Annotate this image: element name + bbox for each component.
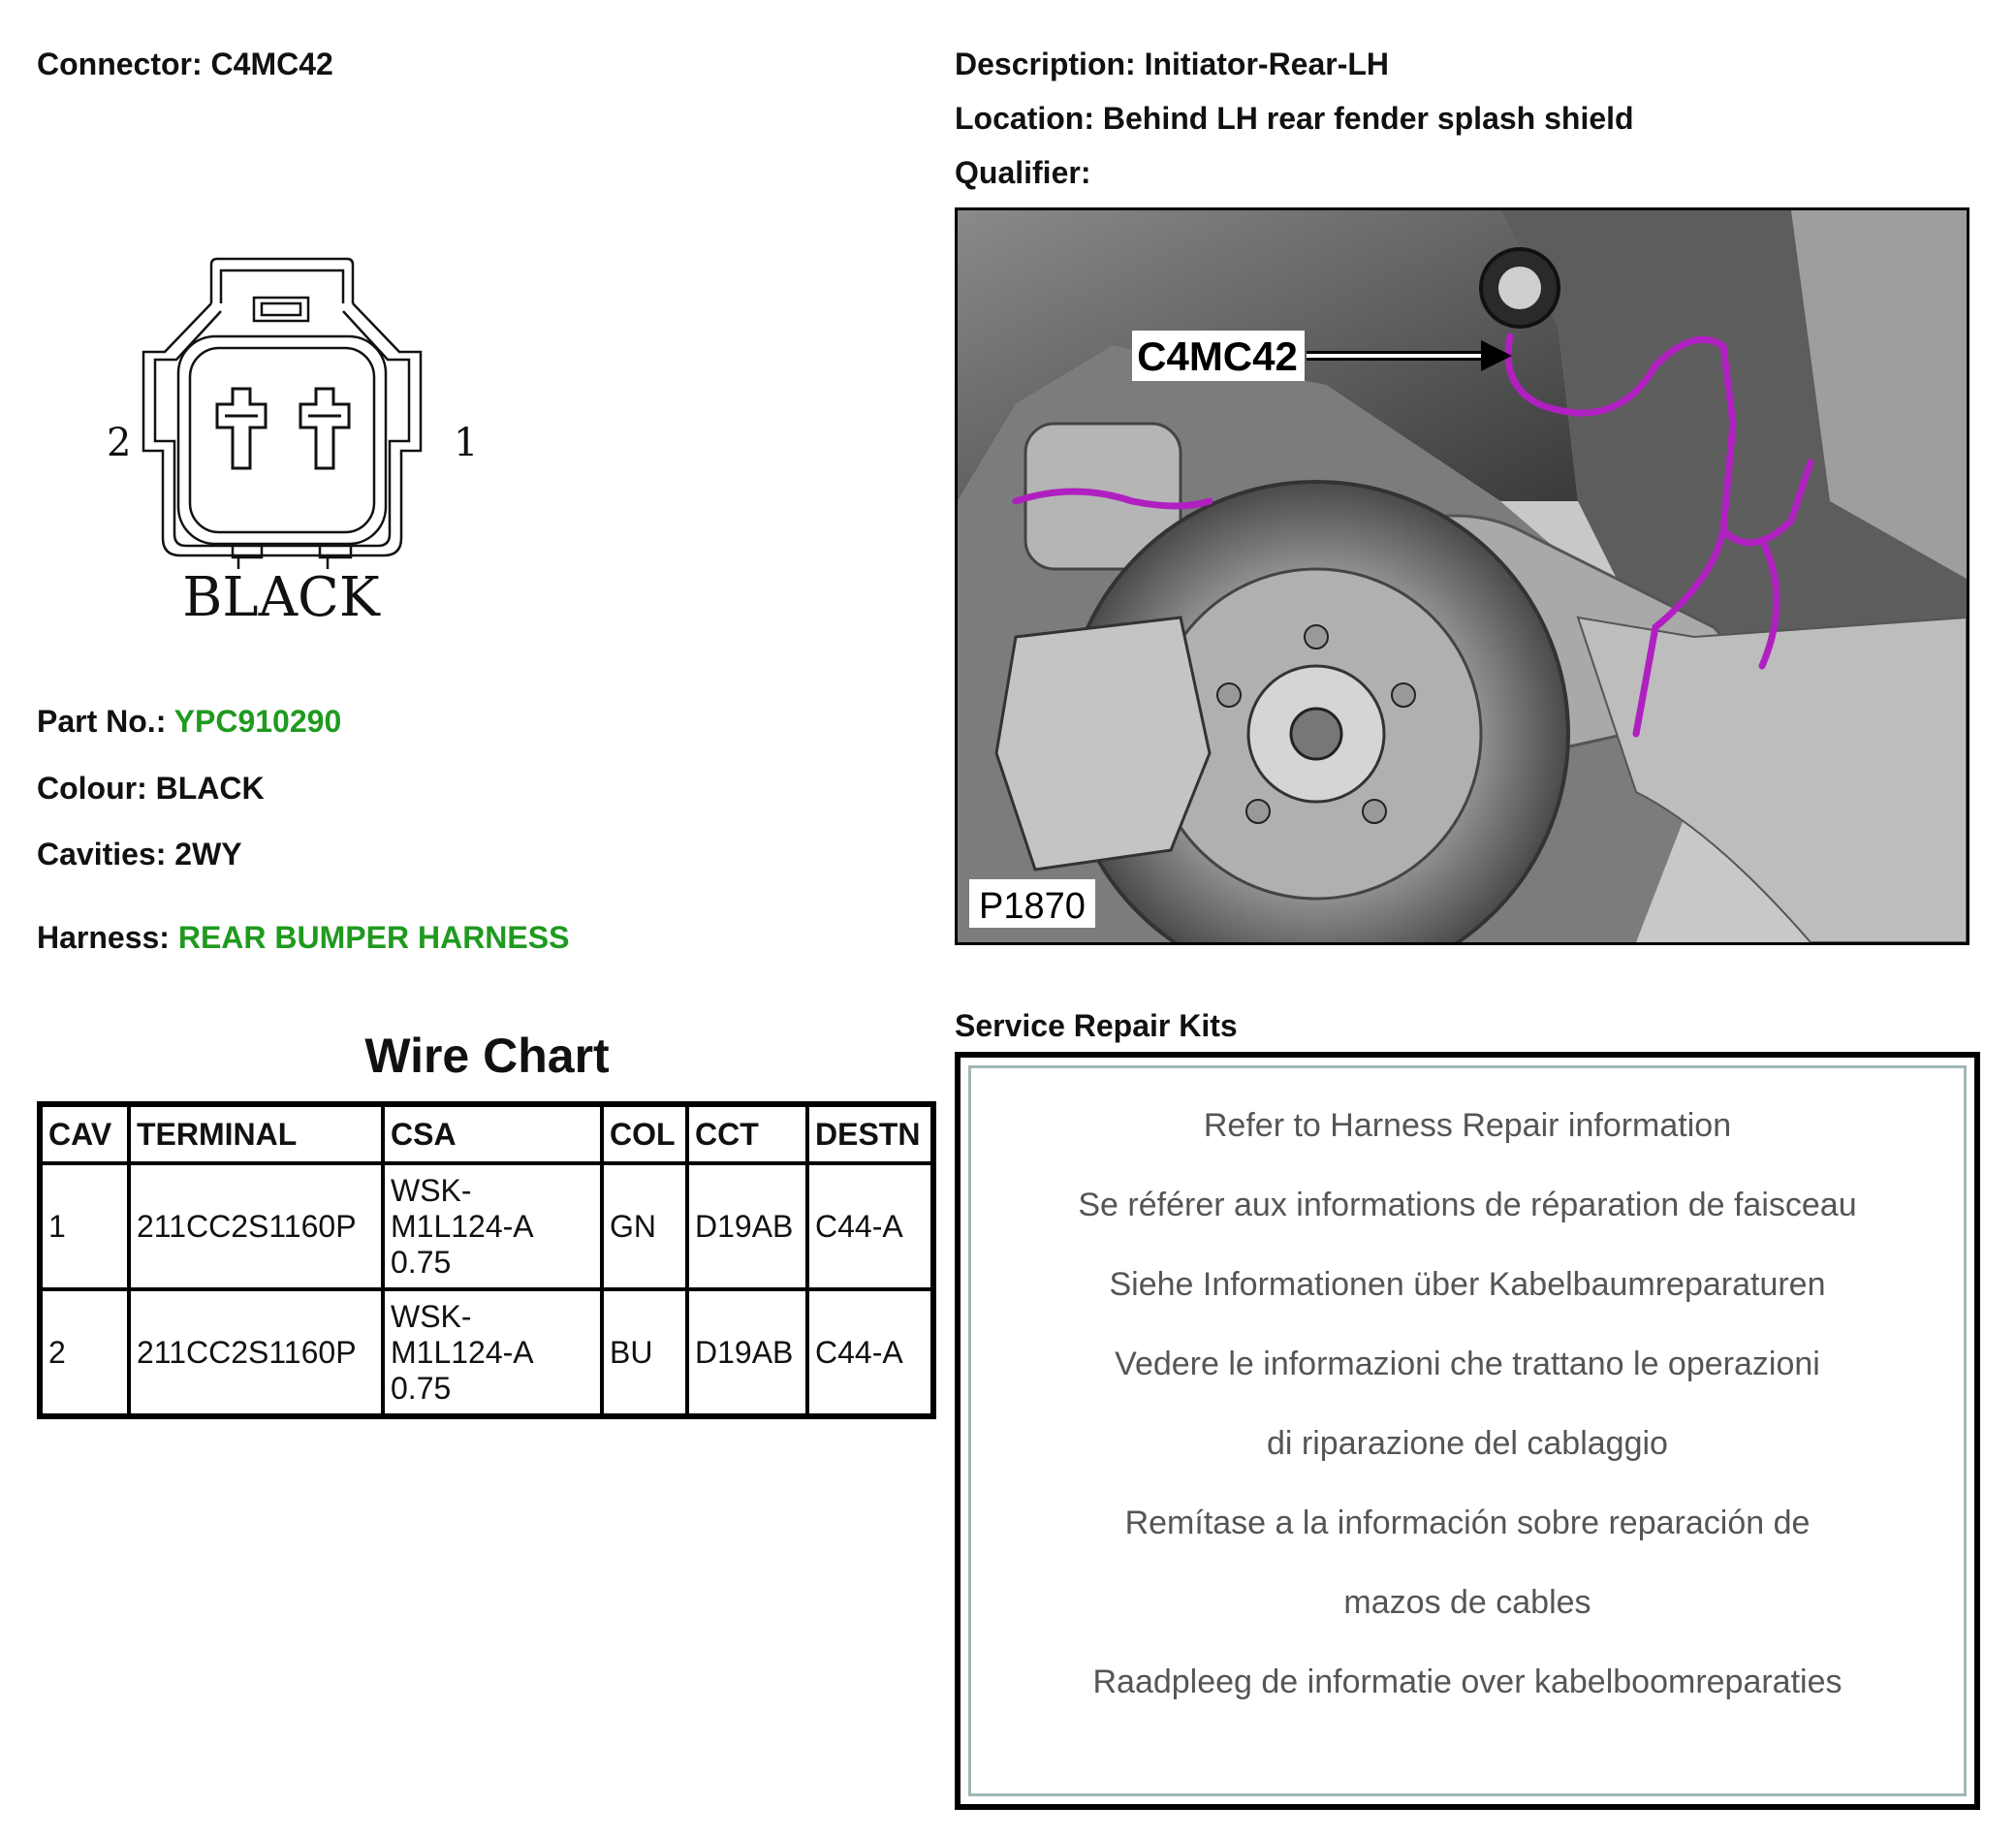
cavities-field [37, 839, 242, 870]
description-label: Description: [955, 47, 1136, 81]
pin-number-left: 2 [107, 421, 132, 465]
cell-cav: 1 [40, 1163, 129, 1289]
table-row [40, 1289, 933, 1416]
connector-value: C4MC42 [210, 47, 333, 81]
location-label: Location: [955, 101, 1094, 136]
part-no-field [37, 706, 341, 737]
csa-line: M1L124-A [391, 1334, 534, 1370]
service-repair-kits-inner [968, 1065, 1967, 1796]
service-repair-kits-box [955, 1052, 1980, 1810]
csa-line: WSK- [391, 1172, 472, 1208]
colour-field [37, 773, 265, 804]
cell-terminal: 211CC2S1160P [129, 1289, 383, 1416]
connector-face-diagram [87, 247, 494, 645]
cell-cct: D19AB [687, 1289, 807, 1416]
csa-line: 0.75 [391, 1244, 452, 1280]
csa-line: WSK- [391, 1298, 472, 1334]
srk-line-es-1: Remítase a la información sobre reparación de [1124, 1505, 1811, 1541]
cavities-label: Cavities: [37, 837, 167, 871]
location-field [955, 103, 1634, 134]
table-row [40, 1163, 933, 1289]
colour-label: Colour: [37, 771, 147, 806]
harness-label: Harness: [37, 920, 170, 955]
cell-destn: C44-A [807, 1289, 933, 1416]
header-col: COL [602, 1104, 687, 1163]
wire-chart-header-row [40, 1104, 933, 1163]
srk-line-de: Siehe Informationen über Kabelbaumreparaturen [1109, 1266, 1826, 1303]
header-terminal: TERMINAL [129, 1104, 383, 1163]
srk-line-es-2: mazos de cables [1343, 1584, 1591, 1621]
srk-line-fr: Se référer aux informations de réparation de faisceau [1078, 1187, 1857, 1223]
cell-cav: 2 [40, 1289, 129, 1416]
srk-line-en: Refer to Harness Repair information [1203, 1107, 1732, 1144]
location-value: Behind LH rear fender splash shield [1102, 101, 1634, 136]
srk-line-it-1: Vedere le informazioni che trattano le operazioni [1115, 1346, 1820, 1382]
header-cav: CAV [40, 1104, 129, 1163]
wire-chart-table [37, 1101, 936, 1419]
cell-col: BU [602, 1289, 687, 1416]
colour-value: BLACK [155, 771, 265, 806]
description-field [955, 48, 1389, 79]
cell-csa [383, 1289, 602, 1416]
part-no-link[interactable]: YPC910290 [173, 704, 342, 739]
photo-ref-label: P1870 [979, 886, 1086, 927]
description-value: Initiator-Rear-LH [1144, 47, 1390, 81]
wire-chart-title: Wire Chart [364, 1029, 610, 1083]
diagram-colour-label: BLACK [182, 566, 380, 629]
csa-line: M1L124-A [391, 1208, 534, 1244]
location-illustration [958, 210, 1967, 942]
srk-line-nl: Raadpleeg de informatie over kabelboomreparaties [1092, 1664, 1843, 1700]
service-repair-kits-title: Service Repair Kits [955, 1008, 1238, 1043]
qualifier-field [955, 157, 1090, 188]
srk-line-it-2: di riparazione del cablaggio [1267, 1425, 1668, 1462]
photo-callout-label: C4MC42 [1137, 333, 1298, 379]
part-no-label: Part No.: [37, 704, 167, 739]
csa-line: 0.75 [391, 1370, 452, 1406]
cell-terminal: 211CC2S1160P [129, 1163, 383, 1289]
location-photo [955, 207, 1969, 945]
pin-number-right: 1 [454, 421, 479, 465]
cell-cct: D19AB [687, 1163, 807, 1289]
connector-field [37, 48, 333, 79]
cell-destn: C44-A [807, 1163, 933, 1289]
cell-col: GN [602, 1163, 687, 1289]
qualifier-label: Qualifier: [955, 155, 1091, 190]
header-csa: CSA [383, 1104, 602, 1163]
harness-field [37, 922, 569, 953]
cavities-value: 2WY [174, 837, 242, 871]
header-destn: DESTN [807, 1104, 933, 1163]
cell-csa [383, 1163, 602, 1289]
header-cct: CCT [687, 1104, 807, 1163]
harness-link[interactable]: REAR BUMPER HARNESS [177, 920, 570, 955]
connector-label: Connector: [37, 47, 203, 81]
